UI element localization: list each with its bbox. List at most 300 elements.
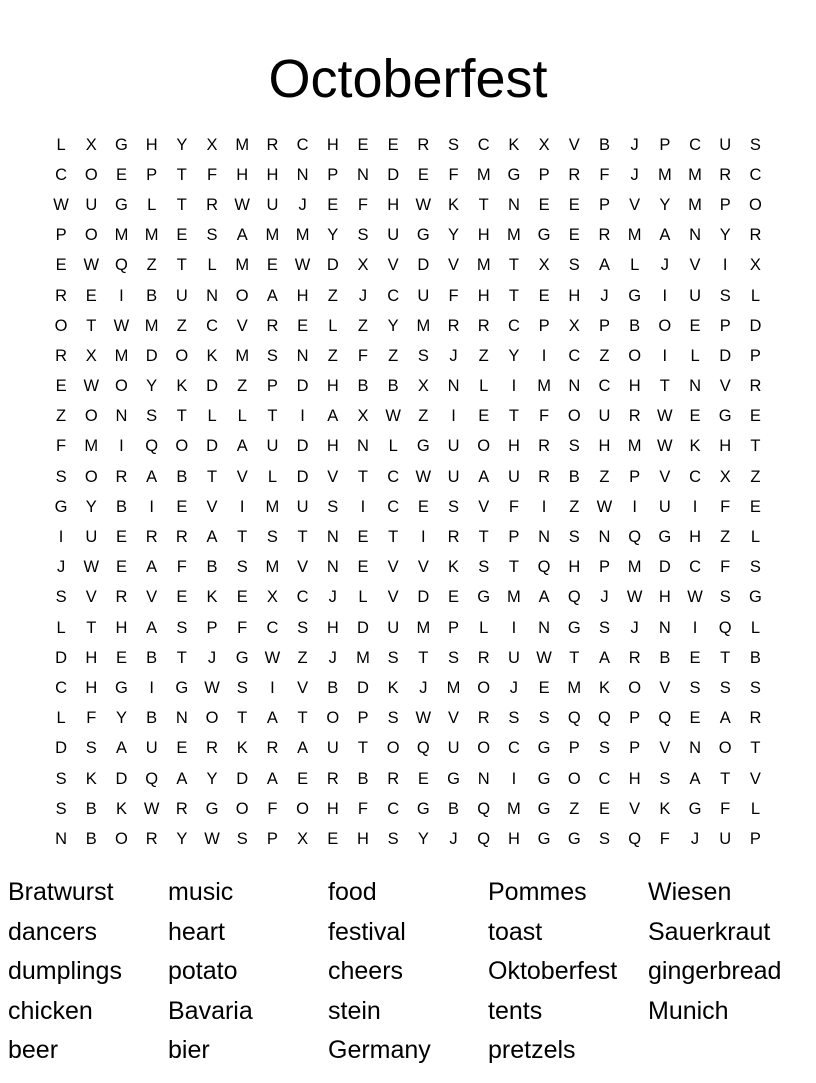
grid-letter[interactable]: V [568, 135, 580, 154]
grid-letter[interactable]: G [718, 407, 732, 426]
grid-letter[interactable]: F [237, 618, 248, 637]
grid-letter[interactable]: W [415, 195, 432, 214]
grid-letter[interactable]: M [84, 437, 99, 456]
grid-letter[interactable]: I [541, 497, 547, 516]
grid-letter[interactable]: S [598, 739, 610, 758]
grid-letter[interactable]: R [719, 165, 732, 184]
grid-letter[interactable]: V [206, 497, 218, 516]
grid-letter[interactable]: Q [115, 256, 128, 275]
grid-letter[interactable]: Y [327, 226, 339, 245]
grid-letter[interactable]: O [326, 709, 340, 728]
grid-letter[interactable]: H [326, 437, 339, 456]
grid-letter[interactable]: T [176, 165, 187, 184]
grid-letter[interactable]: R [115, 588, 128, 607]
grid-letter[interactable]: T [508, 407, 519, 426]
grid-letter[interactable]: C [568, 346, 581, 365]
grid-letter[interactable]: S [387, 829, 399, 848]
grid-letter[interactable]: S [598, 829, 610, 848]
grid-letter[interactable]: E [327, 829, 339, 848]
grid-letter[interactable]: V [387, 256, 399, 275]
grid-letter[interactable]: D [417, 256, 430, 275]
grid-letter[interactable]: G [537, 799, 551, 818]
grid-letter[interactable]: G [416, 799, 430, 818]
grid-letter[interactable]: N [55, 829, 68, 848]
grid-letter[interactable]: I [541, 346, 547, 365]
grid-letter[interactable]: D [326, 256, 339, 275]
grid-letter[interactable]: N [175, 709, 188, 728]
grid-letter[interactable]: N [689, 739, 701, 758]
grid-letter[interactable]: G [567, 618, 581, 637]
grid-letter[interactable]: U [266, 437, 279, 456]
grid-letter[interactable]: P [327, 165, 339, 184]
grid-letter[interactable]: N [296, 165, 309, 184]
grid-letter[interactable]: A [146, 467, 158, 486]
grid-letter[interactable]: O [477, 678, 491, 697]
grid-letter[interactable]: F [659, 829, 670, 848]
grid-letter[interactable]: B [327, 678, 339, 697]
grid-letter[interactable]: T [508, 256, 519, 275]
grid-letter[interactable]: P [206, 618, 218, 637]
grid-letter[interactable]: Q [567, 588, 581, 607]
grid-letter[interactable]: R [387, 769, 400, 788]
grid-letter[interactable]: R [568, 165, 581, 184]
grid-letter[interactable]: H [266, 165, 279, 184]
grid-letter[interactable]: W [264, 648, 281, 667]
grid-letter[interactable]: R [206, 195, 218, 214]
grid-letter[interactable]: E [417, 165, 429, 184]
grid-letter[interactable]: J [358, 286, 368, 305]
grid-letter[interactable]: L [267, 467, 277, 486]
grid-letter[interactable]: I [119, 286, 124, 305]
grid-letter[interactable]: R [115, 467, 128, 486]
grid-letter[interactable]: V [719, 377, 731, 396]
grid-letter[interactable]: L [750, 799, 760, 818]
grid-letter[interactable]: Q [145, 769, 159, 788]
grid-letter[interactable]: I [692, 497, 698, 516]
grid-letter[interactable]: W [415, 467, 432, 486]
grid-letter[interactable]: E [689, 316, 701, 335]
grid-letter[interactable]: A [478, 467, 490, 486]
grid-letter[interactable]: C [507, 316, 520, 335]
grid-letter[interactable]: M [416, 316, 431, 335]
grid-letter[interactable]: T [86, 316, 97, 335]
grid-letter[interactable]: Y [659, 195, 671, 214]
grid-letter[interactable]: T [569, 648, 580, 667]
grid-letter[interactable]: O [84, 407, 98, 426]
grid-letter[interactable]: N [658, 618, 671, 637]
grid-letter[interactable]: D [55, 648, 68, 667]
grid-letter[interactable]: D [658, 558, 671, 577]
grid-letter[interactable]: C [598, 769, 611, 788]
grid-letter[interactable]: P [629, 467, 641, 486]
grid-letter[interactable]: A [176, 769, 188, 788]
grid-letter[interactable]: E [115, 528, 127, 547]
grid-letter[interactable]: I [662, 346, 668, 365]
grid-letter[interactable]: D [145, 346, 158, 365]
grid-letter[interactable]: W [657, 437, 673, 456]
grid-letter[interactable]: R [145, 829, 158, 848]
grid-letter[interactable]: Z [569, 799, 580, 818]
grid-letter[interactable]: J [630, 135, 639, 154]
grid-letter[interactable]: Z [297, 648, 308, 667]
grid-letter[interactable]: S [568, 256, 580, 275]
grid-letter[interactable]: R [447, 528, 460, 547]
grid-letter[interactable]: B [749, 648, 761, 667]
grid-letter[interactable]: V [236, 316, 248, 335]
grid-letter[interactable]: W [143, 799, 160, 818]
grid-letter[interactable]: M [507, 588, 521, 607]
grid-letter[interactable]: G [537, 829, 551, 848]
grid-letter[interactable]: C [55, 678, 68, 697]
grid-letter[interactable]: C [507, 739, 520, 758]
grid-letter[interactable]: D [55, 739, 68, 758]
grid-letter[interactable]: O [477, 437, 491, 456]
grid-letter[interactable]: O [477, 739, 491, 758]
grid-letter[interactable]: M [446, 678, 461, 697]
grid-letter[interactable]: V [659, 467, 671, 486]
grid-letter[interactable]: C [387, 497, 400, 516]
grid-letter[interactable]: W [113, 316, 130, 335]
grid-letter[interactable]: T [176, 195, 187, 214]
grid-letter[interactable]: U [447, 467, 460, 486]
grid-letter[interactable]: J [630, 165, 639, 184]
grid-letter[interactable]: H [628, 769, 641, 788]
grid-letter[interactable]: U [85, 528, 98, 547]
grid-letter[interactable]: I [511, 769, 517, 788]
grid-letter[interactable]: B [659, 648, 671, 667]
grid-letter[interactable]: L [750, 286, 760, 305]
grid-letter[interactable]: G [115, 678, 128, 697]
grid-letter[interactable]: O [175, 437, 189, 456]
grid-letter[interactable]: S [266, 528, 278, 547]
grid-letter[interactable]: J [509, 678, 519, 697]
grid-letter[interactable]: M [627, 226, 642, 245]
grid-letter[interactable]: H [326, 135, 339, 154]
grid-letter[interactable]: S [206, 226, 218, 245]
grid-letter[interactable]: Z [599, 346, 610, 365]
grid-letter[interactable]: N [326, 558, 339, 577]
grid-letter[interactable]: C [387, 799, 400, 818]
grid-letter[interactable]: T [237, 528, 248, 547]
grid-letter[interactable]: P [629, 739, 641, 758]
grid-letter[interactable]: Q [628, 829, 642, 848]
grid-letter[interactable]: H [357, 829, 369, 848]
grid-letter[interactable]: M [537, 377, 551, 396]
grid-letter[interactable]: X [266, 588, 278, 607]
grid-letter[interactable]: Q [567, 709, 581, 728]
grid-letter[interactable]: W [204, 829, 220, 848]
grid-letter[interactable]: K [598, 678, 610, 697]
grid-letter[interactable]: U [507, 467, 520, 486]
grid-letter[interactable]: J [298, 195, 307, 214]
grid-letter[interactable]: F [599, 165, 610, 184]
grid-letter[interactable]: B [176, 467, 188, 486]
grid-letter[interactable]: K [689, 437, 701, 456]
grid-letter[interactable]: S [266, 346, 278, 365]
grid-letter[interactable]: E [176, 739, 188, 758]
grid-letter[interactable]: M [235, 346, 250, 365]
grid-letter[interactable]: E [689, 407, 701, 426]
grid-letter[interactable]: E [357, 558, 369, 577]
grid-letter[interactable]: N [447, 377, 460, 396]
grid-letter[interactable]: P [508, 528, 520, 547]
grid-letter[interactable]: V [749, 769, 761, 788]
grid-letter[interactable]: O [235, 799, 249, 818]
grid-letter[interactable]: N [477, 769, 490, 788]
grid-letter[interactable]: H [387, 195, 400, 214]
grid-letter[interactable]: D [206, 377, 218, 396]
grid-letter[interactable]: S [55, 467, 67, 486]
grid-letter[interactable]: T [297, 528, 308, 547]
grid-letter[interactable]: A [538, 588, 550, 607]
grid-letter[interactable]: M [507, 226, 521, 245]
grid-letter[interactable]: R [749, 377, 762, 396]
grid-letter[interactable]: K [176, 377, 188, 396]
grid-letter[interactable]: B [387, 377, 399, 396]
grid-letter[interactable]: S [327, 497, 339, 516]
grid-letter[interactable]: U [447, 739, 460, 758]
grid-letter[interactable]: J [328, 588, 337, 607]
grid-letter[interactable]: M [295, 226, 310, 245]
grid-letter[interactable]: N [296, 346, 309, 365]
grid-letter[interactable]: F [357, 346, 369, 365]
grid-letter[interactable]: Q [416, 739, 430, 758]
grid-letter[interactable]: M [657, 165, 672, 184]
grid-letter[interactable]: X [297, 829, 309, 848]
grid-letter[interactable]: M [507, 799, 521, 818]
grid-letter[interactable]: Z [327, 286, 338, 305]
grid-letter[interactable]: D [387, 165, 400, 184]
grid-letter[interactable]: M [688, 195, 702, 214]
grid-letter[interactable]: S [568, 437, 580, 456]
grid-letter[interactable]: R [598, 226, 611, 245]
grid-letter[interactable]: J [449, 346, 458, 365]
grid-letter[interactable]: I [119, 437, 124, 456]
grid-letter[interactable]: T [176, 256, 187, 275]
grid-letter[interactable]: M [476, 165, 491, 184]
grid-letter[interactable]: A [327, 407, 339, 426]
grid-letter[interactable]: D [115, 769, 128, 788]
grid-letter[interactable]: I [360, 497, 366, 516]
grid-letter[interactable]: M [627, 437, 642, 456]
grid-letter[interactable]: P [266, 377, 278, 396]
grid-letter[interactable]: S [236, 558, 248, 577]
grid-letter[interactable]: H [85, 648, 98, 667]
grid-letter[interactable]: P [598, 195, 610, 214]
grid-letter[interactable]: J [56, 558, 66, 577]
grid-letter[interactable]: V [689, 256, 701, 275]
grid-letter[interactable]: E [266, 256, 278, 275]
grid-letter[interactable]: F [357, 799, 369, 818]
grid-letter[interactable]: E [417, 497, 429, 516]
grid-letter[interactable]: W [234, 195, 250, 214]
grid-letter[interactable]: L [750, 528, 760, 547]
grid-letter[interactable]: L [388, 437, 398, 456]
grid-letter[interactable]: E [448, 588, 460, 607]
grid-letter[interactable]: M [235, 135, 250, 154]
grid-letter[interactable]: W [687, 588, 703, 607]
grid-letter[interactable]: G [235, 648, 249, 667]
grid-letter[interactable]: I [270, 678, 275, 697]
grid-letter[interactable]: B [357, 769, 369, 788]
grid-letter[interactable]: F [86, 709, 97, 728]
grid-letter[interactable]: A [266, 286, 278, 305]
grid-letter[interactable]: P [719, 316, 731, 335]
grid-letter[interactable]: S [236, 678, 248, 697]
grid-letter[interactable]: T [508, 286, 519, 305]
grid-letter[interactable]: V [236, 467, 248, 486]
grid-letter[interactable]: C [206, 316, 218, 335]
grid-letter[interactable]: G [477, 588, 491, 607]
grid-letter[interactable]: E [115, 165, 127, 184]
grid-letter[interactable]: F [448, 165, 459, 184]
grid-letter[interactable]: Z [357, 316, 369, 335]
grid-letter[interactable]: S [55, 799, 67, 818]
grid-letter[interactable]: Y [448, 226, 460, 245]
grid-letter[interactable]: B [115, 497, 127, 516]
grid-letter[interactable]: R [447, 316, 460, 335]
grid-letter[interactable]: P [568, 739, 580, 758]
grid-letter[interactable]: O [115, 377, 128, 396]
grid-letter[interactable]: X [357, 407, 369, 426]
grid-letter[interactable]: S [719, 588, 731, 607]
grid-letter[interactable]: A [115, 739, 127, 758]
grid-letter[interactable]: V [629, 799, 641, 818]
grid-letter[interactable]: E [689, 709, 701, 728]
grid-letter[interactable]: U [598, 407, 611, 426]
grid-letter[interactable]: N [689, 226, 701, 245]
grid-letter[interactable]: B [85, 829, 97, 848]
grid-letter[interactable]: B [146, 709, 158, 728]
grid-letter[interactable]: H [658, 588, 671, 607]
grid-letter[interactable]: X [749, 256, 761, 275]
grid-letter[interactable]: Z [720, 528, 731, 547]
grid-letter[interactable]: T [176, 648, 187, 667]
grid-letter[interactable]: H [326, 799, 339, 818]
grid-letter[interactable]: Y [176, 135, 188, 154]
grid-letter[interactable]: N [689, 377, 701, 396]
grid-letter[interactable]: R [477, 709, 490, 728]
grid-letter[interactable]: K [206, 346, 218, 365]
grid-letter[interactable]: F [267, 799, 278, 818]
grid-letter[interactable]: M [265, 226, 280, 245]
grid-letter[interactable]: E [568, 226, 580, 245]
grid-letter[interactable]: S [659, 769, 671, 788]
grid-letter[interactable]: H [507, 829, 520, 848]
grid-letter[interactable]: V [85, 588, 97, 607]
grid-letter[interactable]: F [508, 497, 519, 516]
grid-letter[interactable]: E [55, 256, 67, 275]
grid-letter[interactable]: C [689, 135, 701, 154]
grid-letter[interactable]: P [448, 618, 460, 637]
grid-letter[interactable]: E [357, 135, 369, 154]
grid-letter[interactable]: S [719, 678, 731, 697]
grid-letter[interactable]: X [417, 377, 429, 396]
grid-letter[interactable]: I [632, 497, 637, 516]
grid-letter[interactable]: Z [599, 467, 610, 486]
grid-letter[interactable]: L [630, 256, 640, 275]
grid-letter[interactable]: S [598, 618, 610, 637]
grid-letter[interactable]: H [598, 437, 611, 456]
grid-letter[interactable]: D [417, 588, 430, 607]
grid-letter[interactable]: S [387, 648, 399, 667]
grid-letter[interactable]: C [387, 286, 400, 305]
grid-letter[interactable]: R [749, 709, 762, 728]
grid-letter[interactable]: O [628, 678, 642, 697]
grid-letter[interactable]: J [600, 588, 609, 607]
grid-letter[interactable]: G [537, 739, 551, 758]
grid-letter[interactable]: O [84, 165, 98, 184]
grid-letter[interactable]: E [297, 316, 309, 335]
grid-letter[interactable]: X [538, 256, 550, 275]
grid-letter[interactable]: C [598, 377, 611, 396]
grid-letter[interactable]: S [538, 709, 550, 728]
grid-letter[interactable]: V [146, 588, 158, 607]
grid-letter[interactable]: M [627, 558, 642, 577]
grid-letter[interactable]: F [176, 558, 187, 577]
grid-letter[interactable]: C [689, 467, 701, 486]
grid-letter[interactable]: J [690, 829, 700, 848]
grid-letter[interactable]: H [85, 678, 98, 697]
grid-letter[interactable]: Q [598, 709, 611, 728]
grid-letter[interactable]: N [538, 528, 551, 547]
grid-letter[interactable]: G [115, 195, 128, 214]
grid-letter[interactable]: R [538, 467, 551, 486]
grid-letter[interactable]: D [719, 346, 732, 365]
grid-letter[interactable]: R [206, 739, 218, 758]
grid-letter[interactable]: G [688, 799, 702, 818]
grid-letter[interactable]: T [176, 407, 187, 426]
grid-letter[interactable]: T [86, 618, 97, 637]
grid-letter[interactable]: K [508, 135, 520, 154]
grid-letter[interactable]: K [387, 678, 399, 697]
grid-letter[interactable]: E [115, 558, 127, 577]
grid-letter[interactable]: P [146, 165, 158, 184]
grid-letter[interactable]: L [750, 618, 760, 637]
grid-letter[interactable]: V [327, 467, 339, 486]
grid-letter[interactable]: W [657, 407, 673, 426]
grid-letter[interactable]: R [55, 346, 68, 365]
grid-letter[interactable]: T [357, 467, 369, 486]
grid-letter[interactable]: O [296, 799, 310, 818]
grid-letter[interactable]: R [266, 739, 279, 758]
grid-letter[interactable]: C [689, 558, 701, 577]
grid-letter[interactable]: E [115, 648, 127, 667]
grid-letter[interactable]: T [720, 769, 731, 788]
grid-letter[interactable]: F [206, 165, 218, 184]
grid-letter[interactable]: N [598, 528, 611, 547]
grid-letter[interactable]: K [206, 588, 218, 607]
grid-letter[interactable]: G [567, 829, 581, 848]
grid-letter[interactable]: T [297, 709, 308, 728]
grid-letter[interactable]: R [749, 226, 762, 245]
grid-letter[interactable]: D [357, 618, 369, 637]
grid-letter[interactable]: J [328, 648, 337, 667]
grid-letter[interactable]: L [207, 256, 217, 275]
grid-letter[interactable]: S [146, 407, 158, 426]
grid-letter[interactable]: R [538, 437, 551, 456]
grid-letter[interactable]: J [419, 678, 428, 697]
grid-letter[interactable]: N [538, 618, 551, 637]
grid-letter[interactable]: W [83, 377, 100, 396]
grid-letter[interactable]: L [207, 407, 217, 426]
grid-letter[interactable]: W [596, 497, 613, 516]
grid-letter[interactable]: Q [477, 799, 491, 818]
grid-letter[interactable]: O [54, 316, 68, 335]
grid-letter[interactable]: E [568, 195, 580, 214]
grid-letter[interactable]: O [205, 709, 219, 728]
grid-letter[interactable]: U [719, 829, 732, 848]
